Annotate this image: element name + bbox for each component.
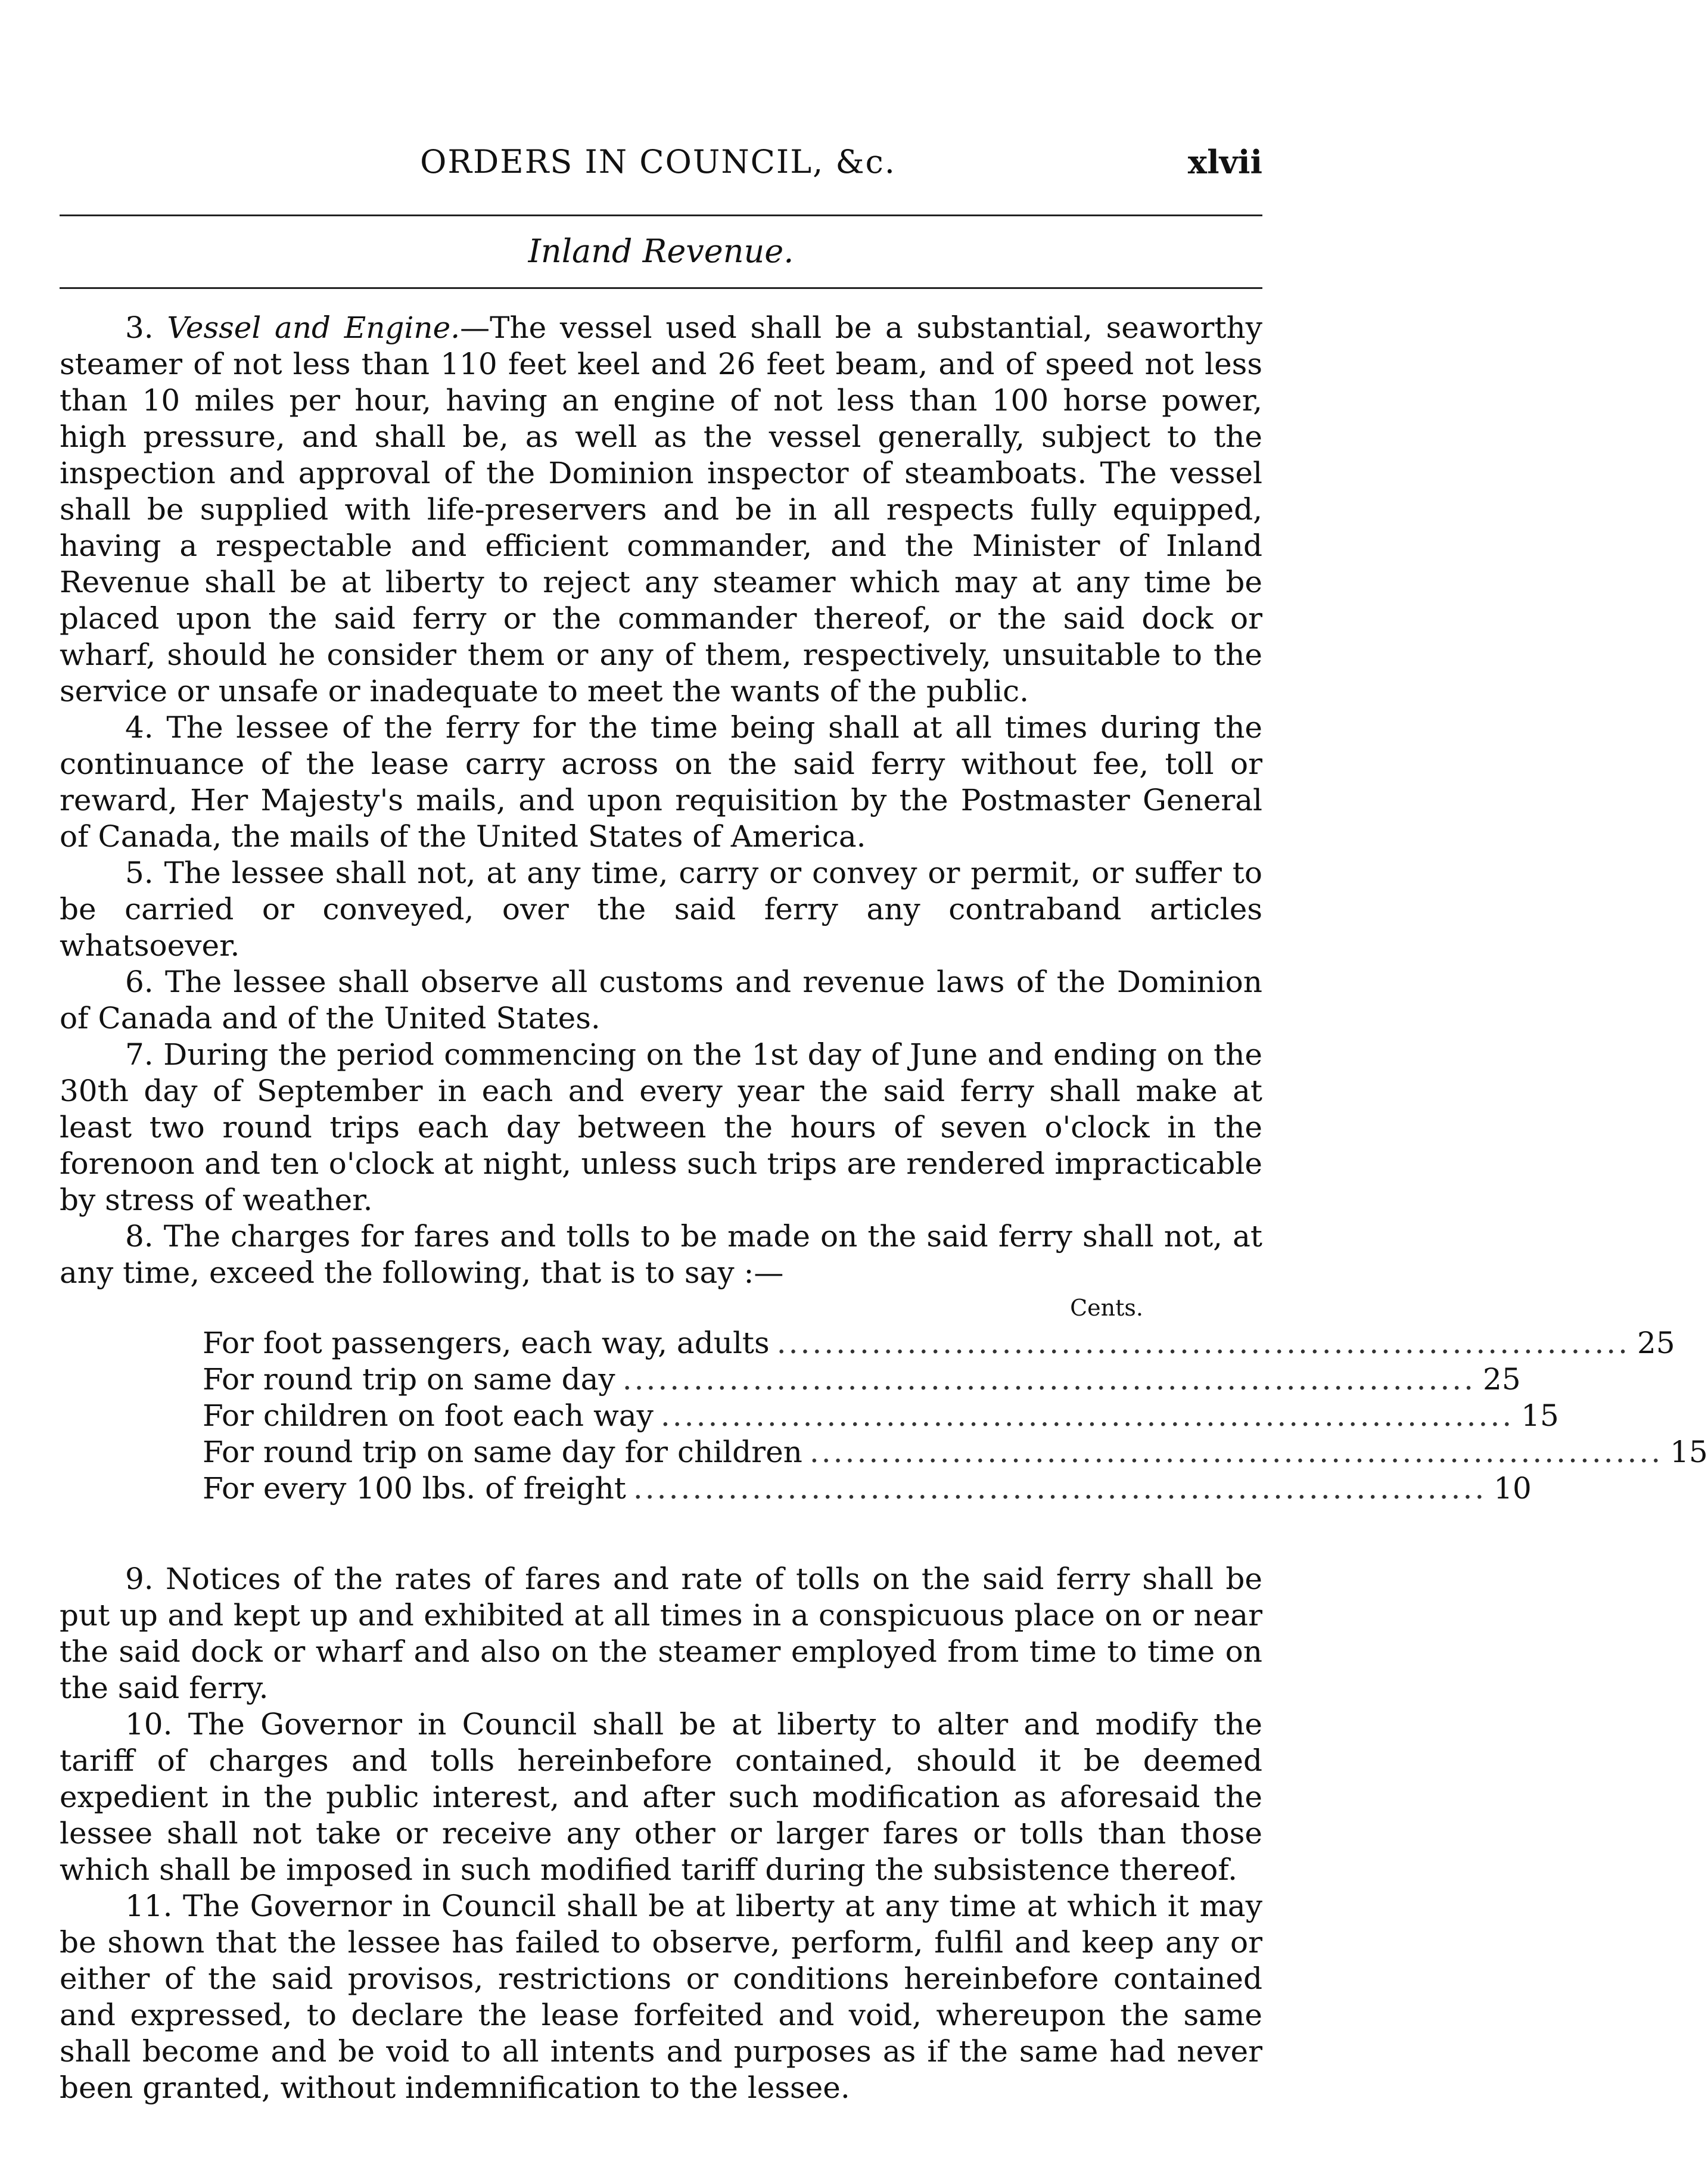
leader-dots: ........................................................................ bbox=[660, 1398, 1514, 1433]
tariff-unit-header: Cents. bbox=[1070, 1295, 1143, 1321]
upper-body bbox=[60, 310, 1262, 1291]
running-header bbox=[54, 143, 1262, 191]
paragraph-8: 8. The charges for fares and tolls to be made on the said ferry shall not, at any time, exceed the following, that is to say :— bbox=[60, 1219, 1262, 1290]
paragraph-heading: Vessel and Engine. bbox=[167, 310, 461, 345]
tariff-label: For children on foot each way bbox=[203, 1398, 654, 1433]
paragraph-4: 4. The lessee of the ferry for the time being shall at all times during the continuance of the lease carry across on the said ferry without fee, toll or reward, Her Majesty's mails, and upon requisition by the Postmaster General of Canada, the mails of the United States of America. bbox=[60, 710, 1262, 854]
tariff-label: For every 100 lbs. of freight bbox=[203, 1471, 626, 1506]
leader-dots: ........................................................................ bbox=[622, 1362, 1476, 1397]
tariff-label: For foot passengers, each way, adults bbox=[203, 1326, 770, 1360]
paragraph-11: 11. The Governor in Council shall be at liberty at any time at which it may be shown that the lessee has failed to observe, perform, fulfil and keep any or either of the said provisos, restrictions or conditions hereinbefore contained and expressed, to declare the lease forfeited and void, whereupon the same shall become and be void to all intents and purposes as if the same had never been granted, without indemnification to the lessee. bbox=[60, 1889, 1262, 2105]
leader-dots: ........................................................................ bbox=[633, 1471, 1487, 1506]
tariff-value: 10 bbox=[1494, 1471, 1532, 1506]
paragraph-7: 7. During the period commencing on the 1st day of June and ending on the 30th day of September in each and every year the said ferry shall make at least two round trips each day between the hours of seven o'clock in the forenoon and ten o'clock at night, unless such trips are rendered impracticable by stress of weather. bbox=[60, 1037, 1262, 1217]
tariff-row bbox=[203, 1398, 1559, 1434]
paragraph-6: 6. The lessee shall observe all customs and revenue laws of the Dominion of Canada and of the United States. bbox=[60, 965, 1262, 1036]
section-title: Inland Revenue. bbox=[528, 232, 794, 270]
header-title: ORDERS IN COUNCIL, &c. bbox=[420, 143, 896, 181]
tariff-row bbox=[203, 1325, 1675, 1361]
paragraph-5: 5. The lessee shall not, at any time, carry or convey or permit, or suffer to be carried or conveyed, over the said ferry any contraband articles whatsoever. bbox=[60, 856, 1262, 963]
paragraph-number: 3. bbox=[125, 310, 167, 345]
tariff-row bbox=[203, 1470, 1532, 1507]
paragraph-text: —The vessel used shall be a substantial, seaworthy steamer of not less than 110 feet keel and 26 feet beam, and of speed not less than 10 miles per hour, having an engine of not less than 100 horse power, high pressure, and shall be, as well as the vessel generally, subject to the inspection and approval of the Dominion inspector of steamboats. The vessel shall be supplied with life-preservers and be in all respects fully equipped, having a respectable and efficient commander, and the Minister of Inland Revenue shall be at liberty to reject any steamer which may at any time be placed upon the said ferry or the commander thereof, or the said dock or wharf, should he consider them or any of them, respectively, unsuitable to the service or unsafe or inadequate to meet the wants of the public. bbox=[60, 310, 1262, 708]
tariff-value: 15 bbox=[1670, 1435, 1708, 1469]
tariff-label: For round trip on same day for children bbox=[203, 1435, 802, 1469]
page-number: xlvii bbox=[1187, 143, 1262, 181]
tariff-row bbox=[203, 1434, 1708, 1470]
leader-dots: ........................................................................ bbox=[776, 1326, 1631, 1360]
tariff-value: 25 bbox=[1637, 1326, 1675, 1360]
tariff-row bbox=[203, 1361, 1521, 1398]
leader-dots: ........................................................................ bbox=[809, 1435, 1663, 1469]
tariff-label: For round trip on same day bbox=[203, 1362, 615, 1397]
paragraph-9: 9. Notices of the rates of fares and rate of tolls on the said ferry shall be put up and kept up and exhibited at all times in a conspicuous place on or near the said dock or wharf and also on the steamer employed from time to time on the said ferry. bbox=[60, 1562, 1262, 1705]
paragraph-10: 10. The Governor in Council shall be at liberty to alter and modify the tariff of charges and tolls hereinbefore contained, should it be deemed expedient in the public interest, and after such modification as aforesaid the lessee shall not take or receive any other or larger fares or tolls than those which shall be imposed in such modified tariff during the subsistence thereof. bbox=[60, 1707, 1262, 1887]
lower-body bbox=[60, 1561, 1262, 2106]
tariff-value: 25 bbox=[1483, 1362, 1521, 1397]
header-rule bbox=[60, 214, 1262, 216]
paragraph-3 bbox=[60, 310, 1262, 710]
tariff-table bbox=[203, 1293, 1708, 1507]
tariff-value: 15 bbox=[1521, 1398, 1559, 1433]
section-rule bbox=[60, 287, 1262, 289]
